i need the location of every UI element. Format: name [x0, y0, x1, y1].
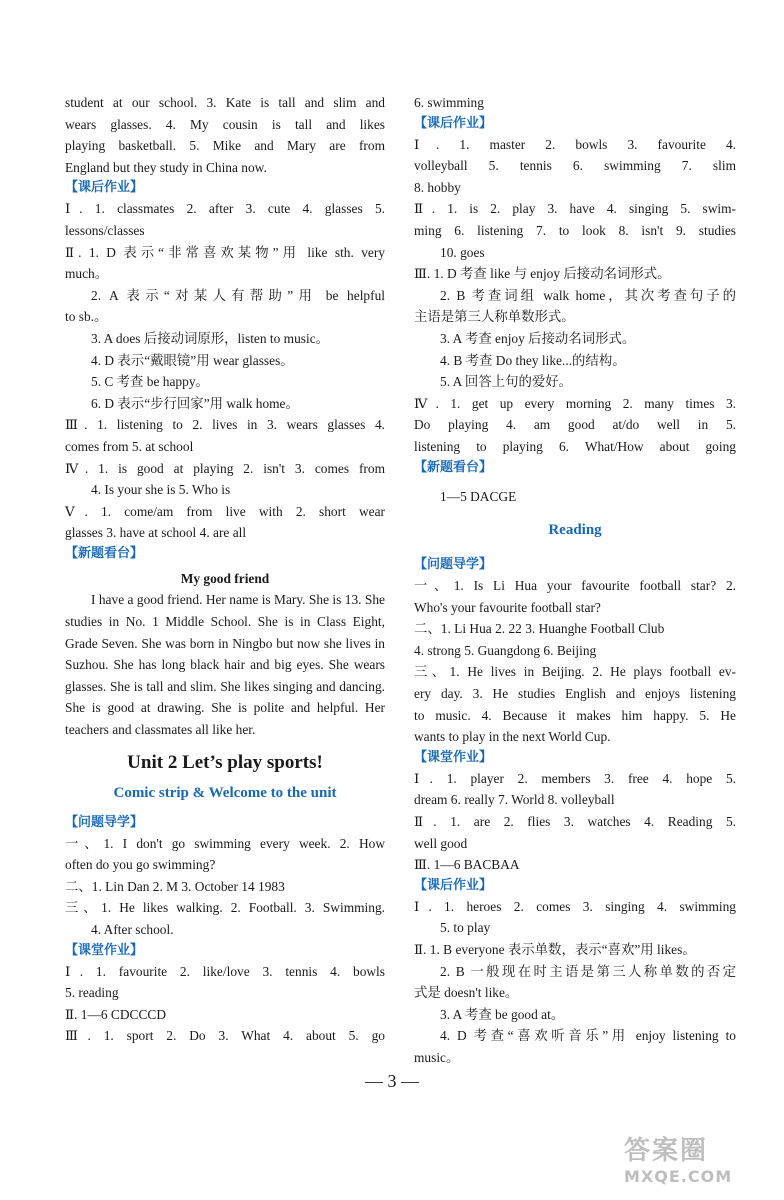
text-line: 主语是第三人称单数形式。	[414, 309, 575, 325]
text-line: 5. reading	[65, 985, 119, 1001]
unit-subtitle: Comic strip & Welcome to the unit	[113, 784, 337, 801]
text-line: 2. B 一般现在时主语是第三人称单数的否定	[440, 963, 736, 979]
text-line: 三、1. He likes walking. 2. Football. 3. Swimming.	[65, 900, 385, 916]
text-line: Ⅰ. 1. heroes 2. comes 3. singing 4. swimming	[414, 898, 736, 914]
essay-title: My good friend	[180, 570, 270, 586]
text-line: 4. D 表示“戴眼镜”用 wear glasses。	[91, 352, 294, 368]
text-line: Ⅱ. 1—6 CDCCCD	[65, 1006, 166, 1022]
text-line: student at our school. 3. Kate is tall and slim and	[65, 95, 385, 110]
text-line: Ⅳ. 1. get up every morning 2. many times 3.	[414, 395, 736, 411]
section-tag: 【新题看台】	[414, 459, 493, 475]
text-line: wears glasses. 4. My cousin is tall and likes	[65, 116, 385, 132]
text-line: Ⅴ. 1. come/am from live with 2. short wear	[65, 503, 385, 519]
text-line: dream 6. really 7. World 8. volleyball	[414, 792, 615, 808]
text-line: playing basketball. 5. Mike and Mary are from	[65, 138, 385, 154]
text-line: 1—5 DACGE	[440, 488, 517, 504]
watermark-url: MXQE.COM	[624, 1167, 733, 1186]
text-line: comes from 5. at school	[65, 438, 194, 454]
section-tag: 【问题导学】	[65, 814, 144, 830]
text-line: Do playing 4. am good at/do well in 5.	[414, 417, 736, 433]
text-line: Ⅲ. 1. D 考查 like 与 enjoy 后接动名词形式。	[414, 266, 671, 282]
text-line: 二、1. Li Hua 2. 22 3. Huanghe Football Club	[414, 621, 665, 637]
text-line: ming 6. listening 7. to look 8. isn't 9. studies	[414, 222, 736, 238]
text-line: 5. C 考查 be happy。	[91, 374, 209, 390]
watermark-logo	[624, 1130, 774, 1194]
text-line: 二、1. Lin Dan 2. M 3. October 14 1983	[65, 878, 285, 894]
text-line: Ⅰ. 1. master 2. bowls 3. favourite 4.	[414, 136, 736, 152]
section-tag: 【新题看台】	[65, 545, 144, 561]
text-line: Ⅲ. 1. listening to 2. lives in 3. wears glasses 4.	[65, 417, 385, 433]
text-line: 6. D 表示“步行回家”用 walk home。	[91, 395, 299, 411]
text-line: Ⅲ. 1. sport 2. Do 3. What 4. about 5. go	[65, 1028, 385, 1044]
text-line: Ⅱ. 1. is 2. play 3. have 4. singing 5. swim-	[414, 201, 736, 217]
text-line: Ⅰ. 1. classmates 2. after 3. cute 4. glasses 5.	[65, 201, 385, 217]
text-line: much。	[65, 266, 109, 282]
right-column	[414, 92, 736, 1069]
text-line: 3. A 考查 enjoy 后接动名词形式。	[440, 330, 636, 346]
reading-title: Reading	[548, 522, 602, 539]
text-line: 4. strong 5. Guangdong 6. Beijing	[414, 642, 597, 658]
section-tag: 【课后作业】	[414, 877, 493, 893]
text-line: volleyball 5. tennis 6. swimming 7. slim	[414, 158, 736, 174]
text-line: lessons/classes	[65, 222, 145, 238]
text-line: Ⅱ. 1. D 表示“非常喜欢某物”用 like sth. very	[65, 244, 385, 260]
text-line: Ⅱ. 1. B everyone 表示单数，表示“喜欢”用 likes。	[414, 942, 696, 957]
text-line: 5. to play	[440, 920, 491, 936]
spacer	[414, 478, 736, 486]
text-line: wants to play in the next World Cup.	[414, 729, 611, 745]
text-line: 4. Is your she is 5. Who is	[91, 482, 231, 498]
text-line: 一、1. I don't go swimming every week. 2. How	[65, 835, 385, 851]
section-tag: 【课后作业】	[414, 115, 493, 131]
text-line: 2. B 考查词组 walk home，其次考查句子的	[440, 287, 736, 303]
text-line: often do you go swimming?	[65, 857, 216, 873]
text-line: glasses 3. have at school 4. are all	[65, 525, 247, 541]
text-line: 式是 doesn't like。	[414, 985, 519, 1001]
text-line: listening to playing 6. What/How about going	[414, 438, 736, 454]
text-line: ery day. 3. He studies English and enjoys listening	[414, 686, 736, 702]
essay-body: I have a good friend. Her name is Mary. She is 13. She studies in No. 1 Middle School. She is in Class Eight, Grade Seven. She was born in Ningbo but now she lives in Suzhou. She has long black hair and big eyes. She wears glasses. She is tall and slim. She likes singing and dancing. She is good at drawing. She is polite and helpful. Her teachers and classmates all like her.	[65, 592, 385, 738]
text-line: 4. After school.	[91, 922, 174, 937]
text-line: 2. A 表示“对某人有帮助”用 be helpful	[91, 287, 385, 303]
section-tag: 【课后作业】	[65, 180, 144, 196]
text-line: 3. A does 后接动词原形，listen to music。	[91, 330, 330, 346]
essay	[65, 589, 385, 740]
text-line: Ⅰ. 1. favourite 2. like/love 3. tennis 4. bowls	[65, 963, 385, 979]
text-line: England but they study in China now.	[65, 159, 267, 175]
left-column	[65, 92, 385, 1047]
text-line: Ⅱ. 1. are 2. flies 3. watches 4. Reading 5.	[414, 814, 736, 830]
section-tag: 【问题导学】	[414, 557, 493, 573]
text-line: well good	[414, 835, 468, 851]
text-line: 8. hobby	[414, 179, 461, 195]
text-line: 5. A 回答上句的爱好。	[440, 374, 573, 390]
text-line: Ⅰ. 1. player 2. members 3. free 4. hope 5.	[414, 770, 736, 786]
watermark-text: 答案圈	[624, 1136, 709, 1166]
text-line: 3. A 考查 be good at。	[440, 1006, 565, 1022]
unit-title: Unit 2 Let’s play sports!	[127, 751, 323, 773]
text-line: 4. D 考查“喜欢听音乐”用 enjoy listening to	[440, 1028, 736, 1044]
text-line: Ⅳ. 1. is good at playing 2. isn't 3. comes from	[65, 460, 385, 476]
section-tag: 【课堂作业】	[414, 749, 493, 765]
text-line: 一、1. Is Li Hua your favourite football star? 2.	[414, 578, 736, 594]
text-line: Ⅲ. 1—6 BACBAA	[414, 857, 520, 873]
text-line: Who's your favourite football star?	[414, 599, 601, 615]
text-line: music。	[414, 1049, 460, 1065]
text-line: 6. swimming	[414, 95, 484, 110]
text-line: 三、1. He lives in Beijing. 2. He plays football ev-	[414, 664, 736, 680]
text-line: 4. B 考查 Do they like...的结构。	[440, 352, 626, 368]
text-line: to sb.。	[65, 309, 108, 325]
text-line: 10. goes	[440, 244, 485, 260]
section-tag: 【课堂作业】	[65, 942, 144, 958]
text-line: to music. 4. Because it makes him happy. 5. He	[414, 707, 736, 723]
page-number: — 3 —	[365, 1071, 419, 1091]
